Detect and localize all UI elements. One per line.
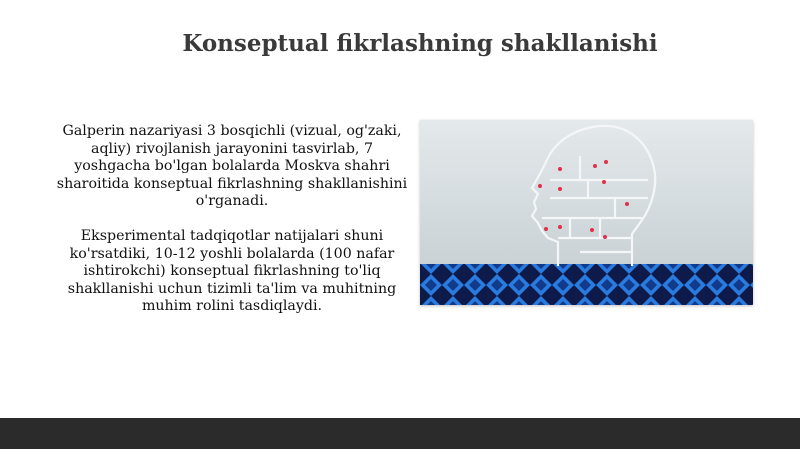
body-text — [52, 123, 412, 333]
head-with-drawers-icon — [420, 120, 753, 305]
footer-bar — [0, 418, 800, 449]
paragraph-2: Eksperimental tadqiqotlar natijalari shuni ko'rsatdiki, 10-12 yoshli bolalarda (100 nafar ishtirokchi) konseptual fikrlashning to'liq shakllanishi uchun tizimli ta'lim va muhitning muhim rolini tasdiqlaydi. — [67, 227, 397, 315]
wall-background — [420, 120, 753, 270]
head-illustration — [420, 120, 753, 305]
slide-title: Konseptual fikrlashning shakllanishi — [182, 30, 658, 57]
patterned-floor — [420, 264, 753, 305]
paragraph-1: Galperin nazariyasi 3 bosqichli (vizual, og'zaki, aqliy) rivojlanish jarayonini tasvirlab, 7 yoshgacha bo'lgan bolalarda Moskva shahri sharoitida konseptual fikrlashning shakllanishini o'rganadi. — [56, 123, 408, 210]
